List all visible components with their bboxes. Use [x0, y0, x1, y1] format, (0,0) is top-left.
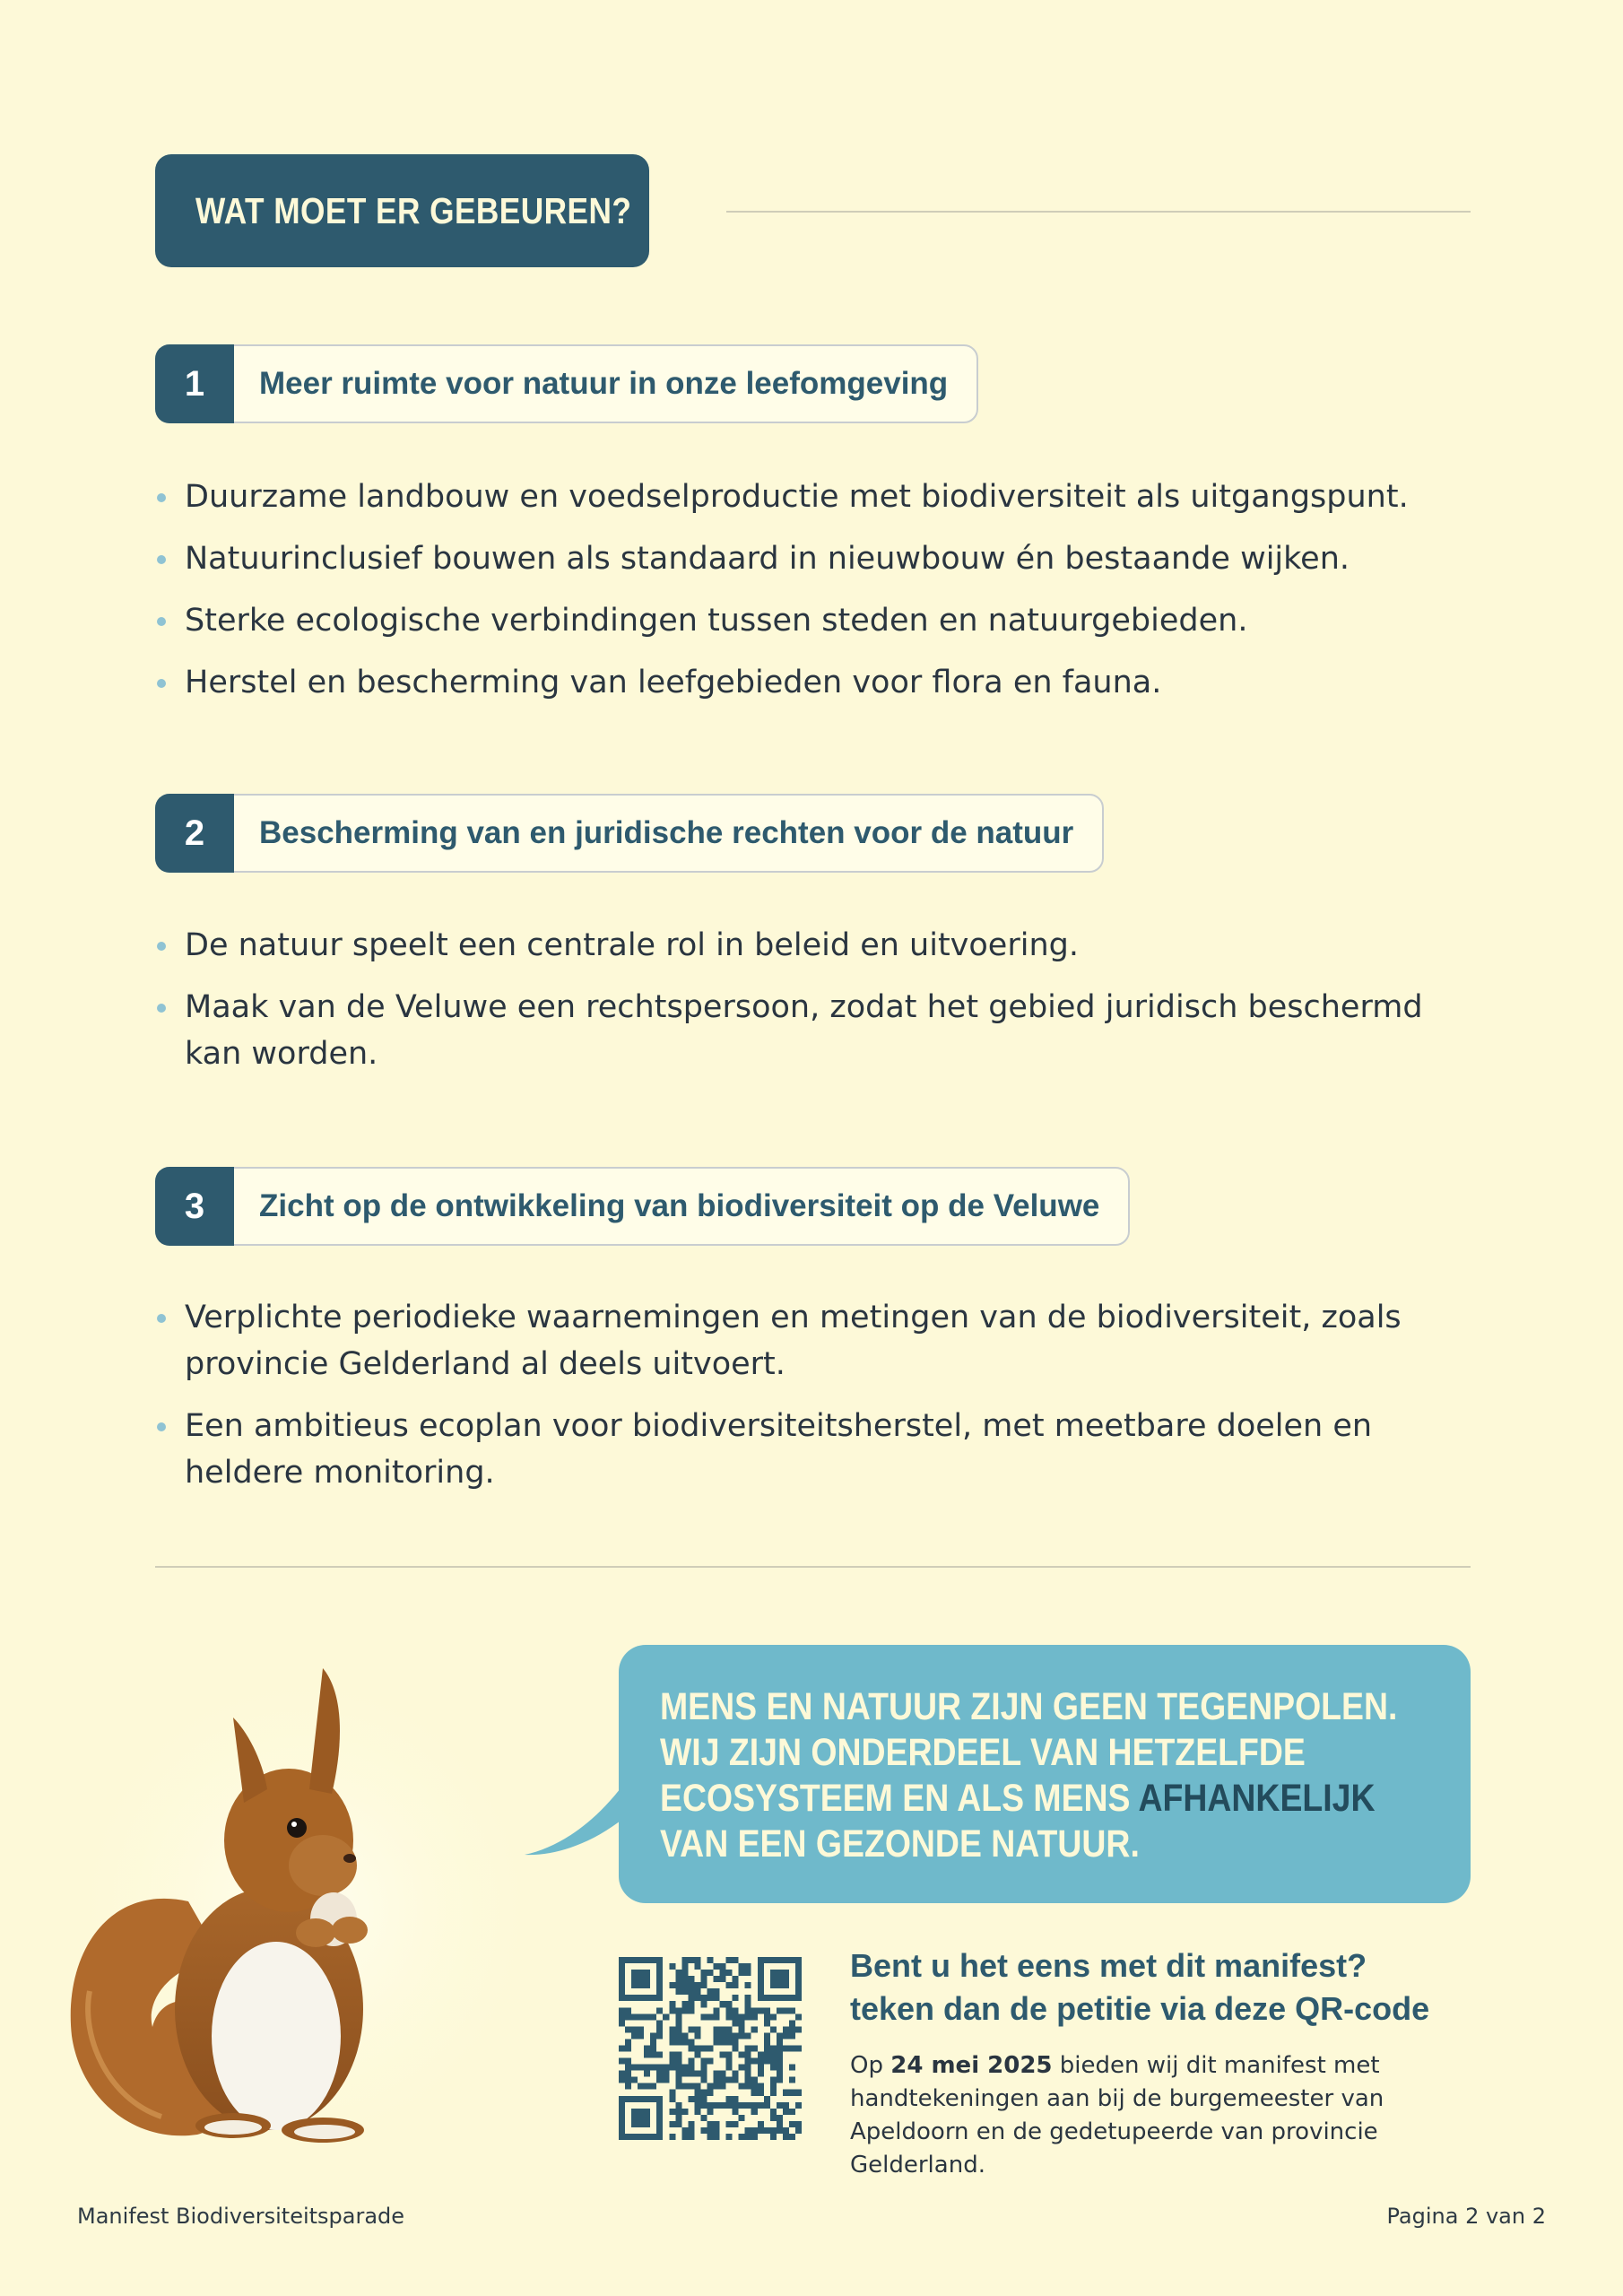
cta-date: 24 mei 2025 [890, 2052, 1053, 2079]
quote-part-2: VAN EEN GEZONDE NATUUR. [660, 1822, 1140, 1866]
section-2-title: Bescherming van en juridische rechten voor de natuur [259, 815, 1074, 850]
cta-heading-line-1: Bent u het eens met dit manifest? [850, 1947, 1367, 1984]
section-3-list [155, 1294, 1482, 1511]
list-item: Natuurinclusief bouwen als standaard in nieuwbouw én bestaande wijken. [155, 535, 1482, 582]
cta-heading [850, 1944, 1496, 2031]
quote-part-1: MENS EN NATUUR ZIJN GEEN TEGENPOLEN. WIJ ZIJN ONDERDEEL VAN HETZELFDE ECOSYSTEEM EN ALS MENS [660, 1685, 1398, 1820]
section-3-header [155, 1167, 1130, 1246]
footer-page-number: Pagina 2 van 2 [1386, 2204, 1546, 2229]
footer-document-title: Manifest Biodiversiteitsparade [77, 2204, 405, 2229]
section-1-header [155, 344, 978, 423]
cta-heading-line-2: teken dan de petitie via deze QR-code [850, 1990, 1430, 2027]
quote-bubble [619, 1645, 1471, 1903]
cta-text-before: Op [850, 2052, 891, 2079]
list-item: De natuur speelt een centrale rol in beleid en uitvoering. [155, 922, 1482, 969]
page-heading: WAT MOET ER GEBEUREN? [195, 189, 632, 231]
section-1-number: 1 [155, 344, 234, 423]
section-2-header [155, 794, 1104, 873]
section-2-number: 2 [155, 794, 234, 873]
quote-text [660, 1684, 1440, 1867]
section-1-list [155, 474, 1482, 721]
cta-description [850, 2049, 1478, 2182]
section-3-number: 3 [155, 1167, 234, 1246]
quote-highlight: AFHANKELIJK [1138, 1777, 1376, 1820]
qr-code-icon[interactable] [619, 1957, 802, 2140]
list-item: Een ambitieus ecoplan voor biodiversiteitsherstel, met meetbare doelen en heldere monitoring. [155, 1403, 1482, 1496]
section-3-title: Zicht op de ontwikkeling van biodiversiteit op de Veluwe [259, 1188, 1100, 1223]
header-divider [726, 211, 1471, 213]
section-1-title: Meer ruimte voor natuur in onze leefomgeving [259, 366, 949, 401]
section-heading-badge [155, 154, 649, 267]
section-2-list [155, 922, 1482, 1092]
list-item: Verplichte periodieke waarnemingen en metingen van de biodiversiteit, zoals provincie Gelderland al deels uitvoert. [155, 1294, 1482, 1387]
cta-text-after: bieden wij dit manifest met handtekeningen aan bij de burgemeester van Apeldoorn en de gedetupeerde van provincie Gelderland. [850, 2052, 1384, 2179]
list-item: Duurzame landbouw en voedselproductie met biodiversiteit als uitgangspunt. [155, 474, 1482, 520]
list-item: Maak van de Veluwe een rechtspersoon, zodat het gebied juridisch beschermd kan worden. [155, 984, 1482, 1077]
red-squirrel-illustration [54, 1614, 556, 2170]
list-item: Herstel en bescherming van leefgebieden voor flora en fauna. [155, 659, 1482, 706]
content-divider [155, 1566, 1471, 1568]
list-item: Sterke ecologische verbindingen tussen steden en natuurgebieden. [155, 597, 1482, 644]
